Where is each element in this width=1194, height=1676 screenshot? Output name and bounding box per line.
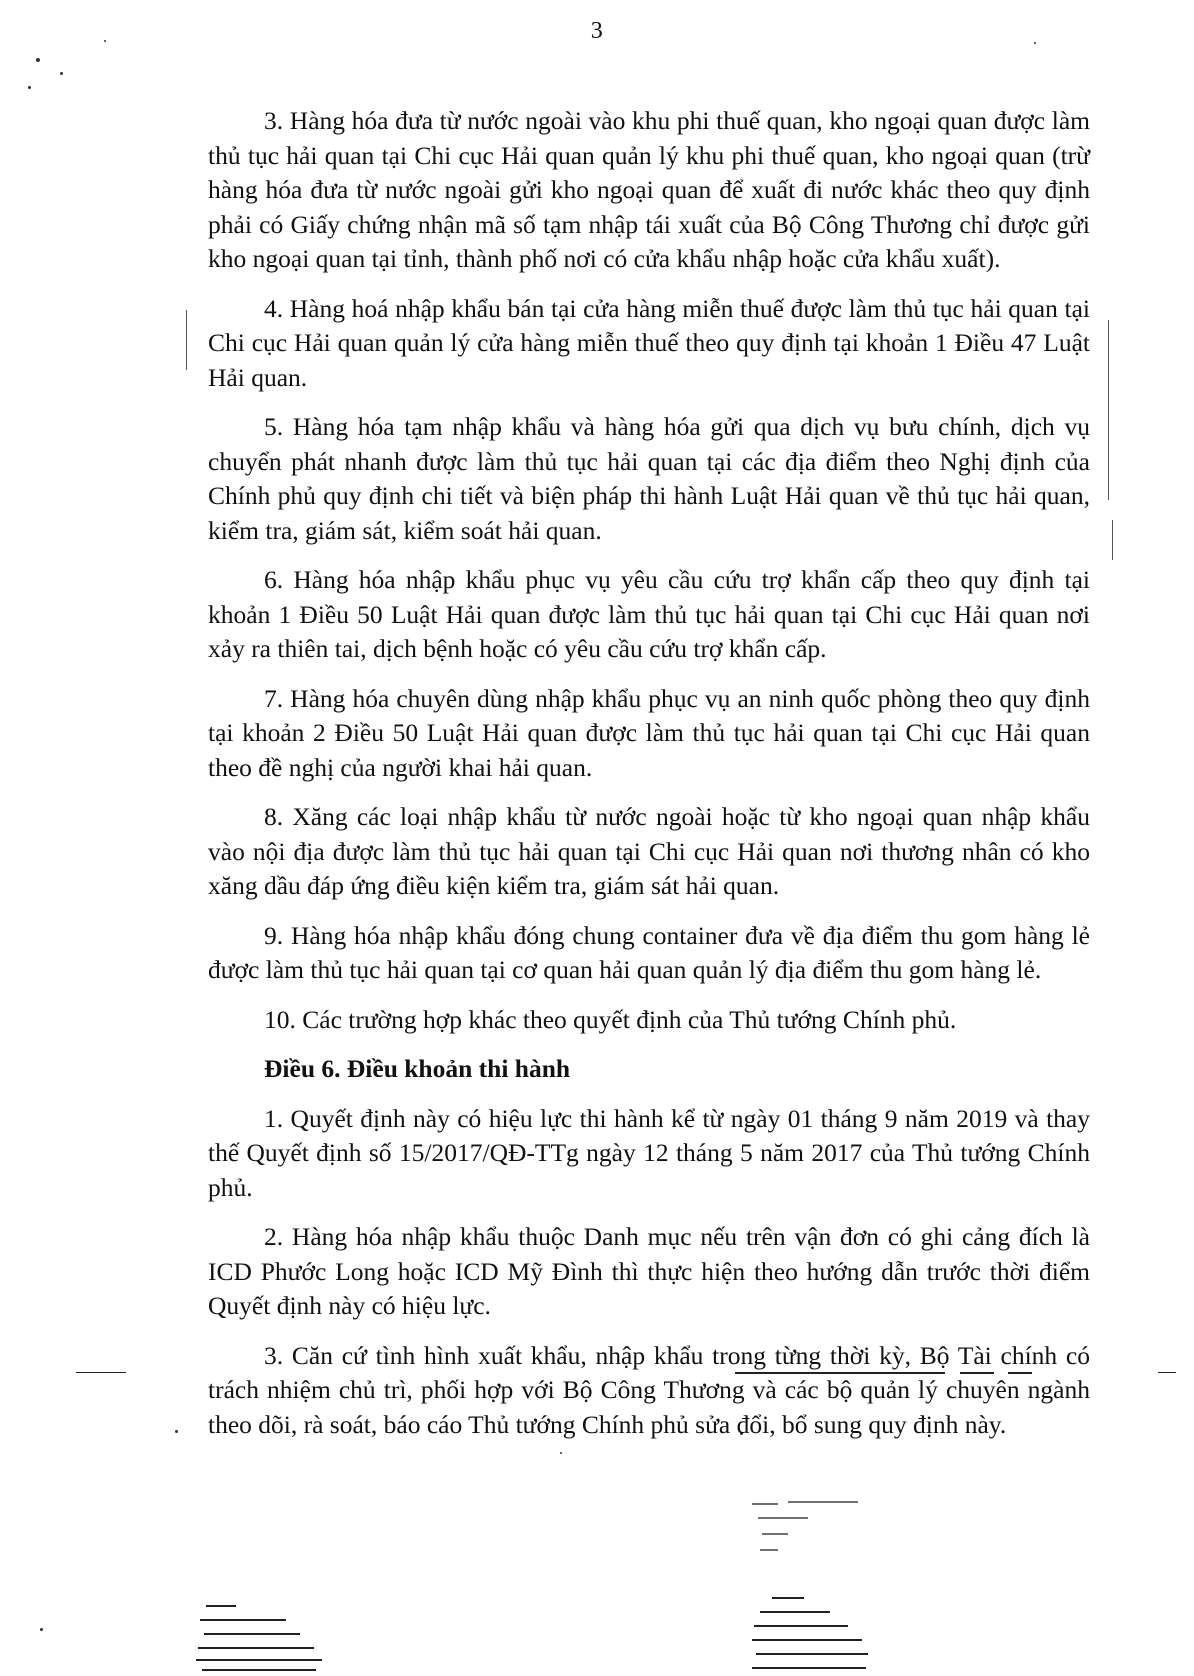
margin-mark [186,310,187,370]
scan-speck [36,58,40,62]
clause-5-8: 8. Xăng các loại nhập khẩu từ nước ngoài hoặc từ kho ngoại quan nhập khẩu vào nội địa được làm thủ tục hải quan tại Chi cục Hải quan nơi thương nhân có kho xăng dầu đáp ứng điều kiện kiểm tra, giám sát hải quan. [208,802,1090,900]
article-6-heading: Điều 6. Điều khoản thi hành [264,1054,571,1083]
scan-speck [175,1430,178,1433]
clause-5-6: 6. Hàng hóa nhập khẩu phục vụ yêu cầu cứu trợ khẩn cấp theo quy định tại khoản 1 Điều 50 Luật Hải quan được làm thủ tục hải quan tại Chi cục Hải quan nơi xảy ra thiên tai, dịch bệnh hoặc có yêu cầu cứu trợ khẩn cấp. [208,565,1090,663]
scan-speck [1034,42,1036,44]
clause-6-2: 2. Hàng hóa nhập khẩu thuộc Danh mục nếu trên vận đơn có ghi cảng đích là ICD Phước Long hoặc ICD Mỹ Đình thì thực hiện theo hướng dẫn trước thời điểm Quyết định này có hiệu lực. [208,1222,1090,1320]
scan-line [1158,1372,1176,1373]
scan-speck [28,86,31,89]
clause-5-9: 9. Hàng hóa nhập khẩu đóng chung container đưa về địa điểm thu gom hàng lẻ được làm thủ tục hải quan tại cơ quan hải quan quản lý địa điểm thu gom hàng lẻ. [208,920,1090,984]
clause-6-3: 3. Căn cứ tình hình xuất khẩu, nhập khẩu trong từng thời kỳ, Bộ Tài chính có trách nhiệm chủ trì, phối hợp với Bộ Công Thương và các bộ quản lý chuyên ngành theo dõi, rà soát, báo cáo Thủ tướng Chính phủ sửa đổi, bổ sung quy định này. [208,1340,1090,1439]
scan-smudge [752,1590,872,1676]
margin-mark [1108,320,1109,500]
clause-5-4: 4. Hàng hoá nhập khẩu bán tại cửa hàng miễn thuế được làm thủ tục hải quan tại Chi cục Hải quan quản lý cửa hàng miễn thuế theo quy định tại khoản 1 Điều 47 Luật Hải quan. [208,293,1090,392]
scan-speck [40,1628,43,1631]
clause-5-10: 10. Các trường hợp khác theo quyết định của Thủ tướng Chính phủ. [264,1004,957,1034]
clause-5-5: 5. Hàng hóa tạm nhập khẩu và hàng hóa gửi qua dịch vụ bưu chính, dịch vụ chuyển phát nhanh được làm thủ tục hải quan tại các địa điểm theo Nghị định của Chính phủ quy định chi tiết và biện pháp thi hành Luật Hải quan về thủ tục hải quan, kiểm tra, giám sát, kiểm soát hải quan. [208,412,1090,545]
clause-5-7: 7. Hàng hóa chuyên dùng nhập khẩu phục vụ an ninh quốc phòng theo quy định tại khoản 2 Điều 50 Luật Hải quan được làm thủ tục hải quan tại Chi cục Hải quan theo đề nghị của người khai hải quan. [208,683,1090,782]
scan-line [76,1372,126,1373]
scan-speck [60,72,63,75]
clause-6-1: 1. Quyết định này có hiệu lực thi hành kể từ ngày 01 tháng 9 năm 2019 và thay thế Quyết định số 15/2017/QĐ-TTg ngày 12 tháng 5 năm 2017 của Thủ tướng Chính phủ. [208,1103,1090,1202]
margin-mark [1112,520,1113,560]
scan-smudge [196,1596,326,1676]
clause-5-3: 3. Hàng hóa đưa từ nước ngoài vào khu phi thuế quan, kho ngoại quan được làm thủ tục hải quan tại Chi cục Hải quan quản lý khu phi thuế quan, kho ngoại quan (trừ hàng hóa đưa từ nước ngoài gửi kho ngoại quan để xuất đi nước khác theo quy định phải có Giấy chứng nhận mã số tạm nhập tái xuất của Bộ Công Thương chỉ được gửi kho ngoại quan tại tỉnh, thành phố nơi có cửa khẩu nhập hoặc cửa khẩu xuất). [208,106,1090,273]
scan-speck [104,40,106,42]
page-number: 3 [590,18,604,44]
document-body [208,104,1090,1457]
scan-smudge [748,1494,868,1564]
